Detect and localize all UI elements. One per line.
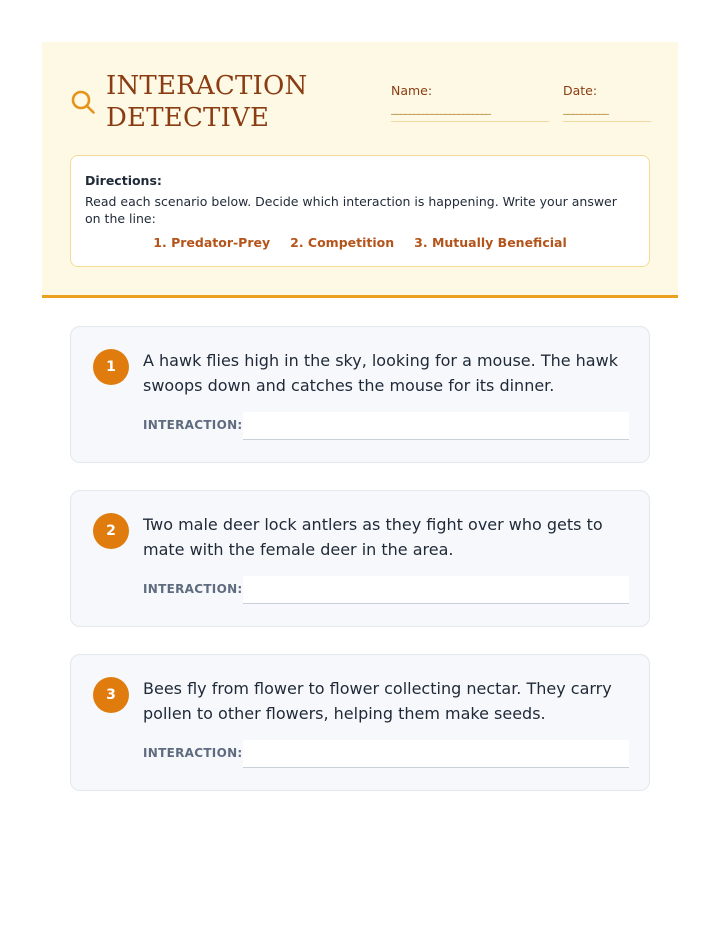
directions-title: Directions:	[85, 173, 162, 188]
magnifier-icon	[70, 89, 96, 115]
answer-field[interactable]	[243, 740, 629, 768]
scenario-card-1	[70, 326, 650, 463]
scenario-text: Bees fly from flower to flower collecting nectar. They carry pollen to other flowers, helping them make seeds.	[143, 679, 612, 723]
question-number-badge: 1	[93, 349, 129, 385]
worksheet-header	[42, 42, 678, 298]
option-predator-prey: 1. Predator-Prey	[153, 235, 271, 250]
directions-text: Read each scenario below. Decide which interaction is happening. Write your answer on the line:	[85, 194, 617, 226]
name-field[interactable]: ______________________	[391, 102, 549, 122]
page-title	[106, 70, 346, 134]
directions-box	[70, 155, 650, 267]
interaction-options	[85, 235, 635, 250]
date-label: Date:	[563, 83, 598, 98]
question-number-badge: 2	[93, 513, 129, 549]
scenario-card-3	[70, 654, 650, 791]
scenario-text: Two male deer lock antlers as they fight over who gets to mate with the female deer in the area.	[143, 515, 603, 559]
option-mutually-beneficial: 3. Mutually Beneficial	[414, 235, 567, 250]
scenario-card-2	[70, 490, 650, 627]
title-line-2: DETECTIVE	[106, 103, 270, 133]
answer-label: INTERACTION:	[143, 582, 243, 596]
name-label: Name:	[391, 83, 433, 98]
answer-field[interactable]	[243, 576, 629, 604]
question-number-badge: 3	[93, 677, 129, 713]
title-line-1: INTERACTION	[106, 71, 308, 101]
scenario-text: A hawk flies high in the sky, looking for a mouse. The hawk swoops down and catches the mouse for its dinner.	[143, 351, 618, 395]
answer-label: INTERACTION:	[143, 418, 243, 432]
option-competition: 2. Competition	[290, 235, 395, 250]
date-field[interactable]: __________	[563, 102, 651, 122]
answer-label: INTERACTION:	[143, 746, 243, 760]
answer-field[interactable]	[243, 412, 629, 440]
